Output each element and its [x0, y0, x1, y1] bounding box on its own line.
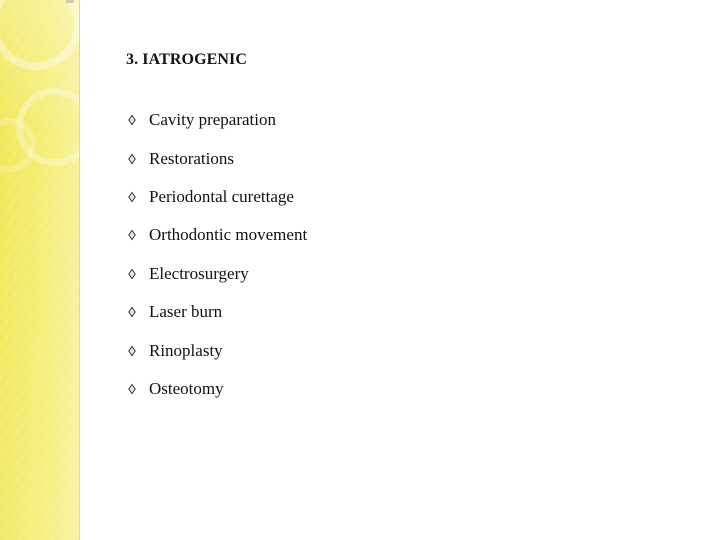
- bullet-text: Cavity preparation: [149, 110, 276, 130]
- bullet-text: Restorations: [149, 148, 234, 168]
- list-item-orthodontic-movement: [126, 216, 486, 254]
- slide-content: [126, 50, 686, 408]
- bullet-list: [126, 101, 486, 408]
- top-edge-mark: [66, 0, 74, 3]
- list-item-rinoplasty: [126, 331, 486, 369]
- diamond-bullet-icon: [126, 268, 138, 280]
- bullet-text: Orthodontic movement: [149, 225, 308, 245]
- list-item-electrosurgery: [126, 255, 486, 293]
- diamond-bullet-icon: [126, 383, 138, 395]
- list-item-cavity-preparation: [126, 101, 486, 139]
- bullet-text: Electrosurgery: [149, 263, 249, 283]
- diamond-bullet-icon: [126, 153, 138, 165]
- bullet-text: Laser burn: [149, 302, 223, 322]
- diamond-bullet-icon: [126, 191, 138, 203]
- bullet-text: Periodontal curettage: [149, 186, 294, 206]
- left-decorative-band: [0, 0, 80, 540]
- bullet-text: Rinoplasty: [149, 340, 223, 360]
- list-item-periodontal-curettage: [126, 178, 486, 216]
- diamond-bullet-icon: [126, 306, 138, 318]
- diamond-bullet-icon: [126, 114, 138, 126]
- band-highlight: [0, 0, 80, 540]
- list-item-laser-burn: [126, 293, 486, 331]
- slide-title: 3. IATROGENIC: [126, 51, 248, 68]
- diamond-bullet-icon: [126, 229, 138, 241]
- list-item-restorations: [126, 139, 486, 177]
- diamond-bullet-icon: [126, 345, 138, 357]
- bullet-text: Osteotomy: [149, 378, 224, 398]
- list-item-osteotomy: [126, 370, 486, 408]
